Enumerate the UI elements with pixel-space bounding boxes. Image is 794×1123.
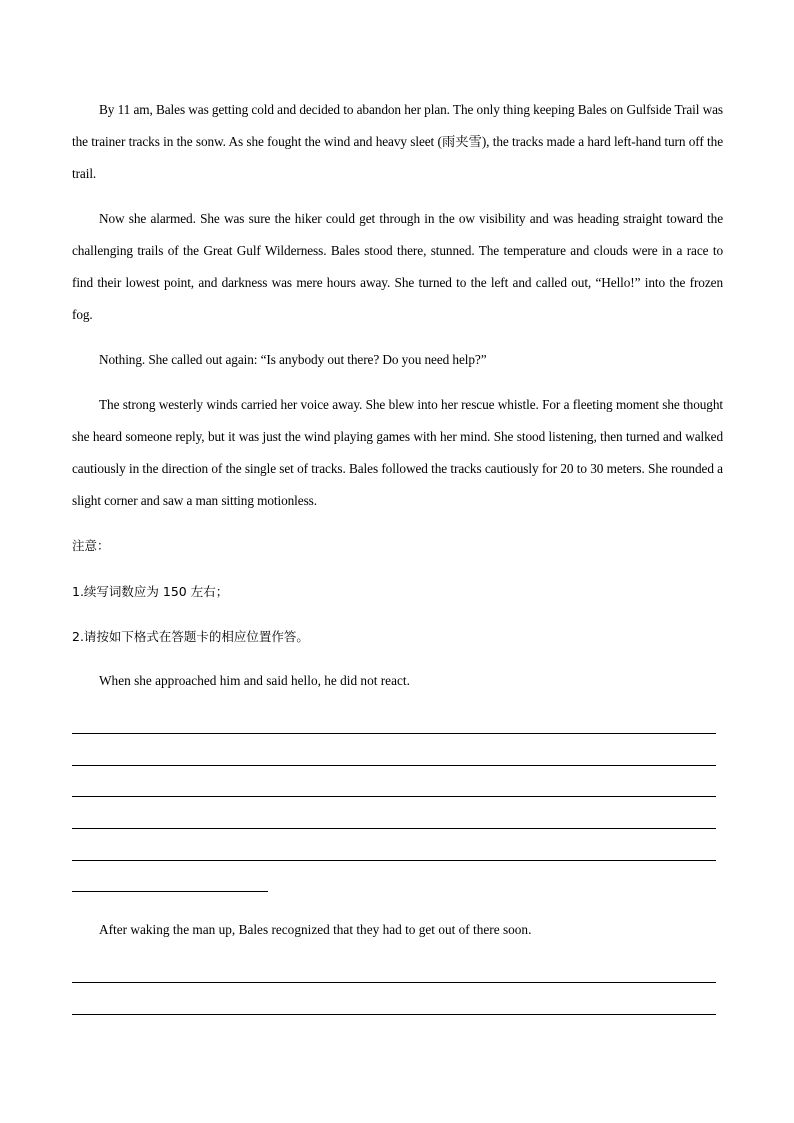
answer-line[interactable] <box>72 860 716 861</box>
answer-line[interactable] <box>72 982 716 983</box>
answer-line[interactable] <box>72 733 716 734</box>
story-paragraph-1: By 11 am, Bales was getting cold and decided to abandon her plan. The only thing keeping Bales on Gulfside Trail was the trainer tracks in the sonw. As she fought the wind and heavy sleet (雨夹雪), the tracks made a hard left-hand turn off the trail. <box>72 102 723 181</box>
notes-heading: 注意： <box>72 538 110 553</box>
story-paragraph-3: Nothing. She called out again: “Is anybody out there? Do you need help?” <box>99 352 487 367</box>
notes-item-word-count: 1.续写词数应为 150 左右； <box>72 584 229 599</box>
continuation-prompt-2: After waking the man up, Bales recognized that they had to get out of there soon. <box>99 922 532 937</box>
story-paragraph-4: The strong westerly winds carried her voice away. She blew into her rescue whistle. For a fleeting moment she thought she heard someone reply, but it was just the wind playing games with her mind. She stood listening, then turned and walked cautiously in the direction of the single set of tracks. Bales followed the tracks cautiously for 20 to 30 meters. She rounded a slight corner and saw a man sitting motionless. <box>72 397 723 508</box>
answer-line[interactable] <box>72 1014 716 1015</box>
story-paragraph-2: Now she alarmed. She was sure the hiker could get through in the ow visibility and was heading straight toward the challenging trails of the Great Gulf Wilderness. Bales stood there, stunned. The temperature and clouds were in a race to find their lowest point, and darkness was mere hours away. She turned to the left and called out, “Hello!” into the frozen fog. <box>72 211 723 322</box>
answer-line[interactable] <box>72 765 716 766</box>
answer-line[interactable] <box>72 796 716 797</box>
notes-item-answer-format: 2.请按如下格式在答题卡的相应位置作答。 <box>72 629 309 644</box>
answer-line-short[interactable] <box>72 891 268 892</box>
answer-line[interactable] <box>72 828 716 829</box>
continuation-prompt-1: When she approached him and said hello, he did not react. <box>99 673 410 688</box>
